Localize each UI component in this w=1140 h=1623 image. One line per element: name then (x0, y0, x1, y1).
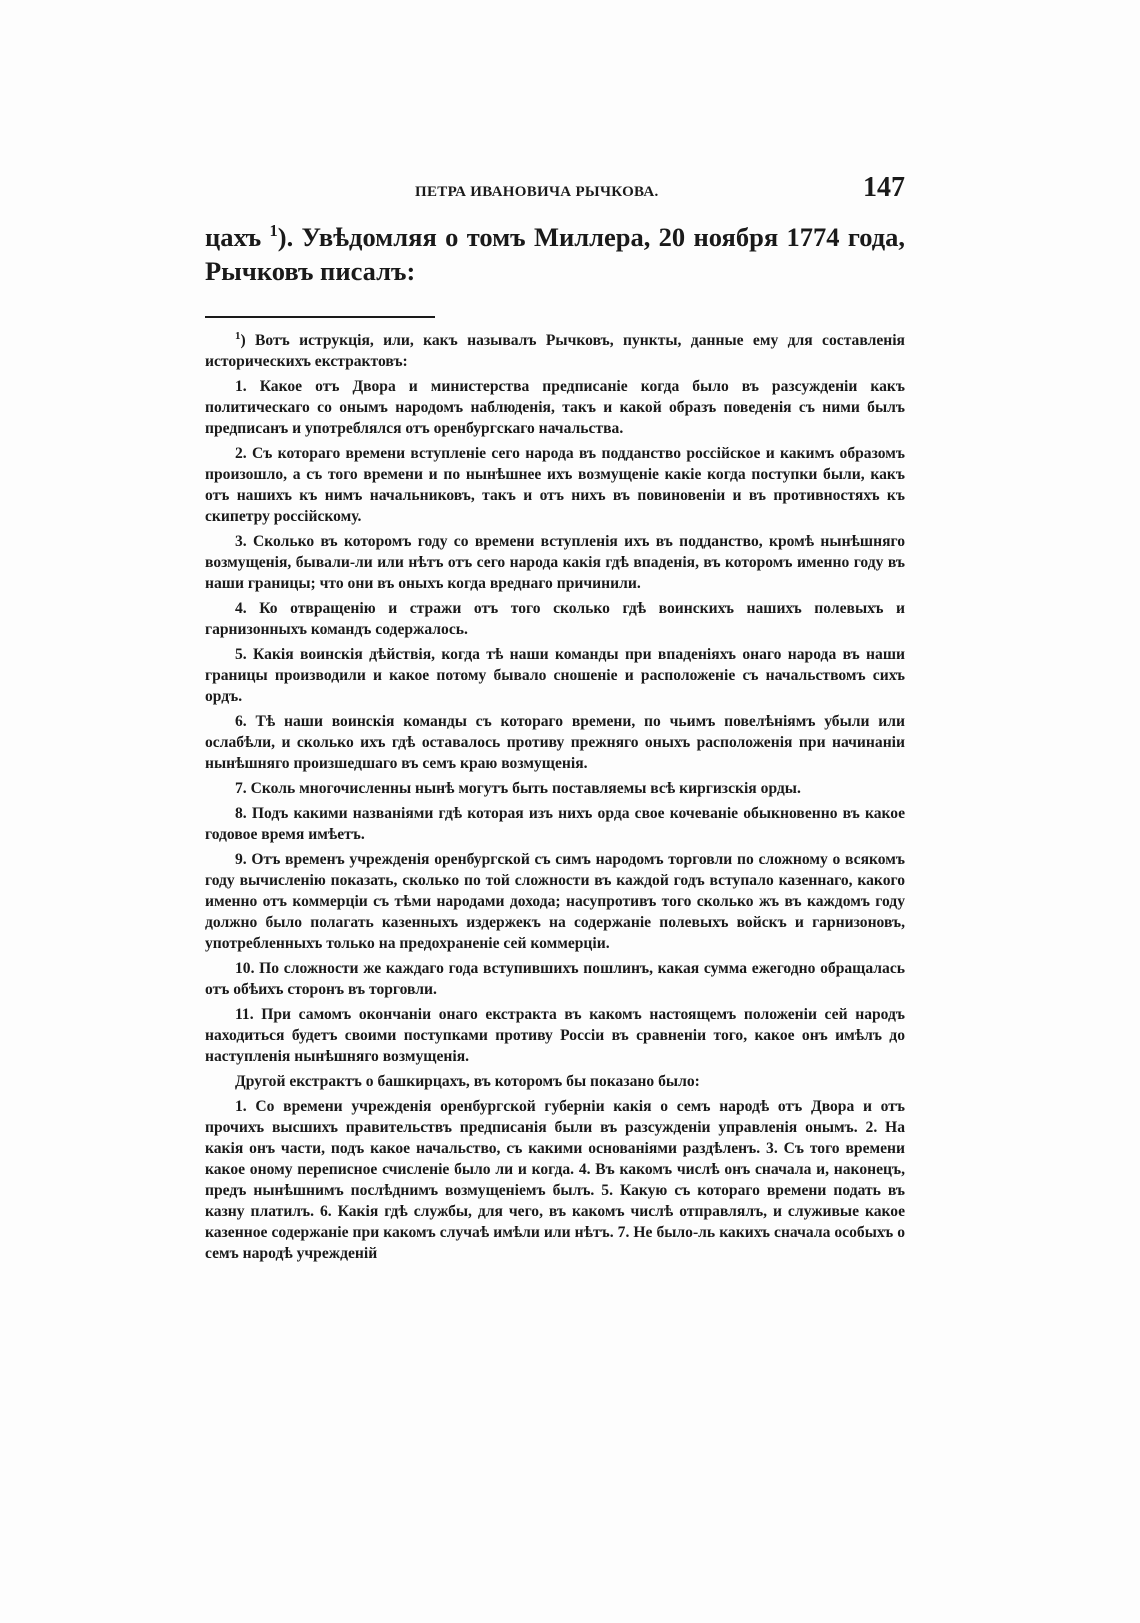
page-number: 147 (863, 172, 905, 203)
main-text-start: цахъ (205, 222, 270, 252)
book-page (205, 170, 905, 1268)
footnote-item: 9. Отъ временъ учрежденія оренбургской съ симъ народомъ торговли по сложному о всякомъ году вычисленію показать, сколько по той сложности въ каждой годъ вступало казеннаго, какого именно отъ коммерціи съ тѣми народами дохода; насупротивъ того сколько жъ въ каждомъ году должно было полагать казенныхъ издержекъ на содержаніе полевыхъ войскъ и гарнизоновъ, употребленныхъ только на предохраненіе сей коммерціи. (205, 851, 905, 952)
footnote-item: 8. Подъ какими названіями гдѣ которая изъ нихъ орда свое кочеваніе обыкновенно въ какое годовое время имѣетъ. (205, 805, 905, 843)
running-title: ПЕТРА ИВАНОВИЧА РЫЧКОВА. (415, 184, 659, 200)
footnote-reference: 1 (269, 221, 278, 241)
footnote-item: 2. Съ котораго времени вступленіе сего народа въ подданство россійское и какимъ образомъ произошло, а съ того времени и по нынѣшнее ихъ возмущеніе какіе когда поступки были, какъ отъ нашихъ къ нимъ начальниковъ, такъ и отъ нихъ въ повиновеніи и въ противностяхъ къ скипетру россійскому. (205, 445, 905, 525)
footnote-item: 4. Ко отвращенію и стражи отъ того сколько гдѣ воинскихъ нашихъ полевыхъ и гарнизонныхъ командъ содержалось. (205, 600, 905, 638)
footnote-block (205, 330, 905, 1264)
footnote-item: 5. Какія воинскія дѣйствія, когда тѣ наши команды при впаденіяхъ онаго народа въ наши границы производили и какое потому бывало сношеніе и расположеніе съ начальствомъ сихъ ордъ. (205, 646, 905, 705)
footnote-item: 10. По сложности же каждаго года вступившихъ пошлинъ, какая сумма ежегодно обращалась отъ обѣихъ сторонъ въ торговли. (205, 960, 905, 998)
footnote-item: 6. Тѣ наши воинскія команды съ котораго времени, по чьимъ повелѣніямъ убыли или ослабѣли, и сколько ихъ гдѣ оставалось противу прежняго оныхъ расположенія при начинаніи нынѣшняго произшедшаго въ семъ краю возмущенія. (205, 713, 905, 772)
main-text-rest: ). Увѣдомляя о томъ Миллера, 20 ноября 1774 года, Рычковъ писалъ: (205, 222, 905, 286)
footnote-item: 11. При самомъ окончаніи онаго екстракта въ какомъ настоящемъ положеніи сей народъ находиться будетъ своими поступками противу Россіи въ сравненіи того, какое онъ имѣлъ до наступленія нынѣшняго возмущенія. (205, 1006, 905, 1065)
footnote-item: Другой екстрактъ о башкирцахъ, въ которомъ бы показано было: (235, 1073, 700, 1090)
footnote-item: 7. Сколь многочисленны нынѣ могутъ быть поставляемы всѣ киргизскія орды. (235, 780, 801, 797)
footnote-marker: 1 (235, 329, 241, 342)
footnote-item: 1. Со времени учрежденія оренбургской губерніи какія о семъ народѣ отъ Двора и отъ прочихъ высшихъ правительствъ предписанія были въ разсужденіи управленія онымъ. 2. На какія онъ части, подъ какое начальство, съ какими основаніями раздѣленъ. 3. Съ того времени какое оному переписное счисленіе было ли и когда. 4. Въ какомъ числѣ онъ сначала и, наконецъ, предъ нынѣшнимъ послѣднимъ возмущеніемъ былъ. 5. Какую съ котораго времени подать въ казну платилъ. 6. Какія гдѣ службы, для чего, въ какомъ числѣ отправлялъ, и служивые какое казенное содержаніе при какомъ случаѣ имѣли или нѣтъ. 7. Не было-ль какихъ сначала особыхъ о семъ народѣ учрежденій (205, 1098, 905, 1262)
footnote-intro-text: ) Вотъ иструкція, или, какъ называлъ Рычковъ, пункты, данные ему для составленія историческихъ екстрактовъ: (205, 332, 905, 370)
running-head (205, 170, 905, 220)
footnote-intro (205, 330, 905, 372)
footnote-item: 3. Сколько въ которомъ году со времени вступленія ихъ въ подданство, кромѣ нынѣшняго возмущенія, бывали-ли или нѣтъ отъ сего народа какія гдѣ впаденія, въ которомъ именно году въ наши границы; что они въ оныхъ когда вреднаго причинили. (205, 533, 905, 592)
footnote-item: 1. Какое отъ Двора и министерства предписаніе когда было въ разсужденіи какъ политическаго со онымъ народомъ наблюденія, такъ и какой образъ поведенія съ ними былъ предписанъ и употреблялся отъ оренбургскаго начальства. (205, 378, 905, 437)
footnote-divider (205, 316, 435, 318)
main-text (205, 220, 905, 288)
